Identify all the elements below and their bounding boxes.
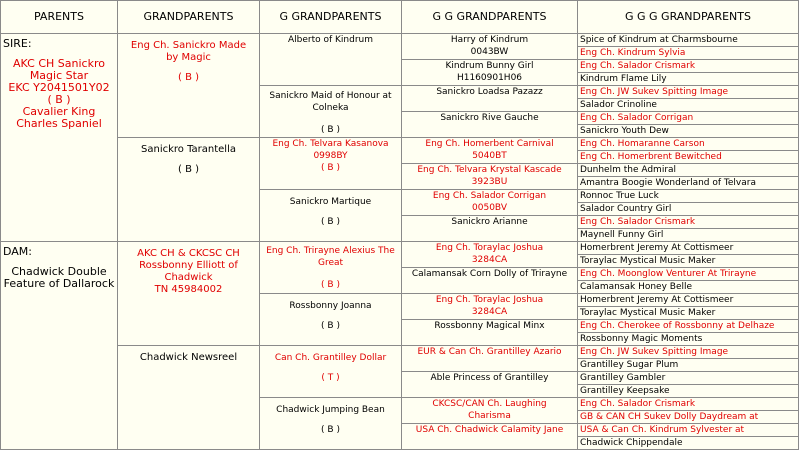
ggp-8 [260, 398, 402, 450]
ggggp-7: Eng Ch. Salador Corrigan [578, 112, 799, 125]
ggggp-10: Eng Ch. Homerbrent Bewitched [578, 151, 799, 164]
gggp-1-line2: 0043BW [470, 47, 509, 57]
ggggp-6: Salador Crinoline [578, 99, 799, 112]
grandparent-3-line2: Rossbonny Elliott of [139, 260, 238, 271]
gggp-16-line1: USA Ch. Chadwick Calamity Jane [415, 425, 564, 435]
ggggp-23: Eng Ch. Cherokee of Rossbonny at Delhaze [578, 320, 799, 333]
gggp-2-line2: H1160901H06 [456, 73, 523, 83]
ggp-6-color: ( B ) [321, 321, 340, 331]
dam-name-line2: Feature of Dallarock [3, 277, 115, 290]
gggp-6-line1: Eng Ch. Telvara Krystal Kascade [417, 165, 562, 175]
gggp-5-line2: 5040BT [472, 151, 507, 161]
gggp-13 [402, 346, 578, 372]
ggp-6-line1: Rossbonny Joanna [289, 301, 372, 311]
header-grandparents: GRANDPARENTS [118, 1, 260, 34]
gggp-13-line1: EUR & Can Ch. Grantilley Azario [417, 347, 562, 357]
gggp-2 [402, 60, 578, 86]
dam-name-line1: Chadwick Double [11, 265, 107, 278]
gggp-9-line1: Eng Ch. Toraylac Joshua [435, 243, 544, 253]
grandparent-3-line4: TN 45984002 [154, 284, 223, 295]
grandparent-3 [118, 242, 260, 346]
sire-cell [1, 34, 118, 242]
ggggp-27: Grantilley Gambler [578, 372, 799, 385]
ggp-5-line1: Eng Ch. Trirayne Alexius The [266, 246, 395, 256]
gggp-1 [402, 34, 578, 60]
sire-label: SIRE: [3, 37, 32, 50]
sire-color: ( B ) [47, 93, 71, 106]
ggp-2 [260, 86, 402, 138]
ggggp-22: Toraylac Mystical Music Maker [578, 307, 799, 320]
ggp-7 [260, 346, 402, 398]
ggp-6 [260, 294, 402, 346]
grandparent-1-color: ( B ) [177, 72, 200, 83]
grandparent-4-line1: Chadwick Newsreel [139, 352, 238, 363]
gggp-2-line1: Kindrum Bunny Girl [445, 61, 534, 71]
gggp-11-line1: Eng Ch. Toraylac Joshua [435, 295, 544, 305]
sire-name-line1: AKC CH Sanickro [13, 57, 105, 70]
grandparent-2-color: ( B ) [177, 164, 200, 175]
ggggp-26: Grantilley Sugar Plum [578, 359, 799, 372]
ggggp-31: USA & Can Ch. Kindrum Sylvester at [578, 424, 799, 437]
ggp-7-line1: Can Ch. Grantilley Dollar [274, 353, 387, 363]
gggp-5 [402, 138, 578, 164]
ggp-4-color: ( B ) [321, 217, 340, 227]
ggggp-1: Spice of Kindrum at Charmsbourne [578, 34, 799, 47]
gggp-15-line1: CKCSC/CAN Ch. Laughing [432, 399, 547, 409]
dam-cell [1, 242, 118, 450]
header-row [1, 1, 799, 34]
gggp-4 [402, 112, 578, 138]
ggp-2-line2: Colneka [312, 103, 349, 113]
ggp-5-line2: Great [317, 258, 344, 268]
grandparent-2-line1: Sanickro Tarantella [141, 144, 236, 155]
gggp-9 [402, 242, 578, 268]
gggp-6-line2: 3923BU [471, 177, 508, 187]
gggp-12 [402, 320, 578, 346]
gggp-1-line1: Harry of Kindrum [450, 35, 529, 45]
gggp-3-line1: Sanickro Loadsa Pazazz [436, 87, 543, 97]
header-g-grandparents: G GRANDPARENTS [260, 1, 402, 34]
ggggp-13: Ronnoc True Luck [578, 190, 799, 203]
gggp-4-line1: Sanickro Rive Gauche [440, 113, 539, 123]
gggp-15-line2: Charisma [468, 411, 511, 421]
ggggp-11: Dunhelm the Admiral [578, 164, 799, 177]
ggp-7-color: ( T ) [321, 373, 340, 383]
ggggp-25: Eng Ch. JW Sukev Spitting Image [578, 346, 799, 359]
ggggp-18: Toraylac Mystical Music Maker [578, 255, 799, 268]
header-ggg-grandparents: G G G GRANDPARENTS [578, 1, 799, 34]
gggp-9-line2: 3284CA [471, 255, 508, 265]
ggp-4 [260, 190, 402, 242]
ggggp-19: Eng Ch. Moonglow Venturer At Trirayne [578, 268, 799, 281]
ggp-5-color: ( B ) [321, 280, 340, 290]
ggp-3-color: ( B ) [321, 163, 340, 173]
ggggp-14: Salador Country Girl [578, 203, 799, 216]
grandparent-4 [118, 346, 260, 450]
gggp-10 [402, 268, 578, 294]
ggggp-21: Homerbrent Jeremy At Cottismeer [578, 294, 799, 307]
gggp-11 [402, 294, 578, 320]
gggp-3 [402, 86, 578, 112]
grandparent-3-line3: Chadwick [164, 272, 213, 283]
ggp-3 [260, 138, 402, 190]
ggggp-15: Eng Ch. Salador Crismark [578, 216, 799, 229]
grandparent-2 [118, 138, 260, 242]
gggp-8 [402, 216, 578, 242]
ggggp-30: GB & CAN CH Sukev Dolly Daydream at [578, 411, 799, 424]
gggp-8-line1: Sanickro Arianne [451, 217, 528, 227]
ggp-4-line1: Sanickro Martique [289, 197, 372, 207]
gggp-11-line2: 3284CA [471, 307, 508, 317]
gggp-5-line1: Eng Ch. Homerbent Carnival [425, 139, 554, 149]
ggp-3-line1: Eng Ch. Telvara Kasanova [272, 139, 389, 149]
ggggp-17: Homerbrent Jeremy At Cottismeer [578, 242, 799, 255]
grandparent-1-line1: Eng Ch. Sanickro Made [130, 40, 247, 51]
ggp-8-line1: Chadwick Jumping Bean [276, 405, 385, 415]
gggp-7 [402, 190, 578, 216]
sire-name-line2: Magic Star [29, 69, 89, 82]
ggggp-24: Rossbonny Magic Moments [578, 333, 799, 346]
ggp-2-line1: Sanickro Maid of Honour at [269, 91, 392, 101]
gggp-14-line1: Able Princess of Grantilley [430, 373, 549, 383]
gggp-7-line1: Eng Ch. Salador Corrigan [432, 191, 547, 201]
gggp-10-line1: Calamansak Corn Dolly of Trirayne [411, 269, 568, 279]
sire-breed-line2: Charles Spaniel [16, 117, 102, 130]
gggp-6 [402, 164, 578, 190]
gggp-12-line1: Rossbonny Magical Minx [434, 321, 545, 331]
ggggp-3: Eng Ch. Salador Crismark [578, 60, 799, 73]
header-gg-grandparents: G G GRANDPARENTS [402, 1, 578, 34]
ggp-2-color: ( B ) [321, 125, 340, 135]
ggggp-8: Sanickro Youth Dew [578, 125, 799, 138]
ggp-1-line1: Alberto of Kindrum [287, 35, 374, 45]
ggggp-29: Eng Ch. Salador Crismark [578, 398, 799, 411]
gggp-7-line2: 0050BV [472, 203, 507, 213]
grandparent-1-line2: by Magic [166, 52, 211, 63]
gggp-16 [402, 424, 578, 450]
ggggp-28: Grantilley Keepsake [578, 385, 799, 398]
dam-label: DAM: [3, 245, 32, 258]
ggp-8-color: ( B ) [321, 425, 340, 435]
gggp-15 [402, 398, 578, 424]
gggp-14 [402, 372, 578, 398]
ggggp-32: Chadwick Chippendale [578, 437, 799, 450]
ggggp-4: Kindrum Flame Lily [578, 73, 799, 86]
ggggp-20: Calamansak Honey Belle [578, 281, 799, 294]
grandparent-1 [118, 34, 260, 138]
ggggp-9: Eng Ch. Homaranne Carson [578, 138, 799, 151]
ggggp-5: Eng Ch. JW Sukev Spitting Image [578, 86, 799, 99]
ggp-1 [260, 34, 402, 86]
ggp-3-line2: 0998BY [313, 151, 348, 161]
sire-reg: EKC Y2041501Y02 [8, 81, 110, 94]
sire-breed-line1: Cavalier King [22, 105, 96, 118]
grandparent-3-line1: AKC CH & CKCSC CH [137, 248, 240, 259]
ggggp-16: Maynell Funny Girl [578, 229, 799, 242]
header-parents: PARENTS [1, 1, 118, 34]
ggggp-2: Eng Ch. Kindrum Sylvia [578, 47, 799, 60]
ggp-5 [260, 242, 402, 294]
ggggp-12: Amantra Boogie Wonderland of Telvara [578, 177, 799, 190]
